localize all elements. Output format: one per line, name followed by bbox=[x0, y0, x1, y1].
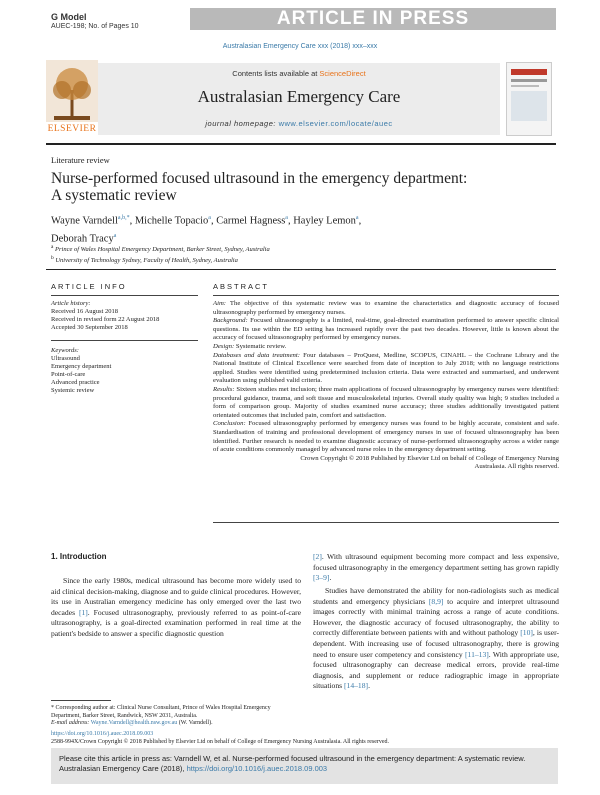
abstract-rule bbox=[213, 295, 559, 296]
elsevier-tree-logo bbox=[46, 60, 98, 134]
keyword: Emergency department bbox=[51, 363, 112, 370]
masthead-divider bbox=[46, 143, 556, 145]
doi-link[interactable]: https://doi.org/10.1016/j.auec.2018.09.003 bbox=[51, 731, 154, 737]
corresponding-author-note: * Corresponding author at: Clinical Nurse Consultant, Prince of Wales Hospital Emergency Department, Barker Street, Randwick, NSW 2031, Australia. bbox=[51, 705, 271, 719]
intro-paragraph-right-1: [2]. With ultrasound equipment becoming more compact and less expensive, focused ultrasonography in the emergency department setting has grown rapidly [3–9]. bbox=[313, 552, 559, 583]
citation-link[interactable]: [10] bbox=[520, 628, 533, 638]
citation-link[interactable]: [11–13] bbox=[465, 649, 489, 659]
author-name[interactable]: Wayne Varndell bbox=[51, 215, 118, 227]
affiliation: University of Technology Sydney, Faculty of Health, Sydney, Australia bbox=[55, 257, 238, 265]
abstract-copyright: Crown Copyright © 2018 Published by Elsevier Ltd on behalf of College of Emergency Nursing Australasia. All rights reserved. bbox=[300, 454, 559, 471]
history-accepted: Accepted 30 September 2018 bbox=[51, 324, 128, 331]
cite-doi-link[interactable]: https://doi.org/10.1016/j.auec.2018.09.003 bbox=[186, 764, 328, 773]
history-revised: Received in revised form 22 August 2018 bbox=[51, 316, 160, 323]
publisher-wordmark[interactable]: ELSEVIER bbox=[47, 124, 97, 134]
keywords: Keywords: Ultrasound Emergency department Point-of-care Advanced practice Systemic review bbox=[51, 347, 112, 394]
article-info-heading: ARTICLE INFO bbox=[51, 282, 127, 291]
contents-line: Contents lists available at ScienceDirect bbox=[232, 69, 366, 78]
gmodel-label: G Model bbox=[51, 12, 87, 22]
journal-homepage: journal homepage: www.elsevier.com/locate/auec bbox=[205, 119, 393, 128]
article-history: Article history: Received 16 August 2018 Received in revised form 22 August 2018 Accepted 30 September 2018 bbox=[51, 300, 160, 331]
affiliation-divider bbox=[46, 269, 556, 270]
abstract-heading: ABSTRACT bbox=[213, 282, 270, 291]
keyword: Advanced practice bbox=[51, 379, 100, 386]
citation-link[interactable]: [8,9] bbox=[428, 596, 444, 606]
keywords-rule bbox=[51, 340, 198, 341]
history-received: Received 16 August 2018 bbox=[51, 308, 118, 315]
article-in-press-banner: ARTICLE IN PRESS bbox=[190, 8, 556, 30]
affiliations: $^a$ Prince of Wales Hospital Emergency Department, Barker Street, Sydney, Australia $^b$ University of Technology Sydney, Faculty of Health, Sydney, Australia bbox=[51, 244, 270, 265]
citation-link[interactable]: [3–9] bbox=[313, 573, 330, 583]
keyword: Point-of-care bbox=[51, 371, 86, 378]
keyword: Ultrasound bbox=[51, 355, 80, 362]
keyword: Systemic review bbox=[51, 387, 95, 394]
intro-paragraph-right-2: Studies have demonstrated the ability for non-radiologists such as medical students and emergency physicians [8,9] to acquire and interpret ultrasound images correctly with minimal training across a range of acute conditions. However, the diagnostic accuracy of focused ultrasonography, the ability to correctly differentiate between patients with and without pathology [10], is user-dependent. With increasing use of focused ultrasonography, there is growing need to ensure user competency and consistency [11–13]. With appropriate use, focused ultrasonography can decrease medical errors, provide real-time diagnosis, and supplement or reduce radiographic image in appropriate situations [14–18]. bbox=[313, 586, 560, 691]
abstract-conclusion: Conclusion: Focused ultrasonography performed by emergency nurses was found to be highly accurate, consistent and safe. Standardisation of training and professional development of emergency nurses in use of focused ultrasonography has been identified. Further research is needed to examine diagnostic accuracy of nurse-performed ultrasonography across a wider range of acute conditions commonly managed by advanced nurse roles in the emergency department setting. bbox=[213, 420, 559, 454]
abstract-body bbox=[213, 300, 559, 472]
cite-this-article-text: Please cite this article in press as: Varndell W, et al. Nurse-performed focused ultrasound in the emergency department: A systematic review. Australasian Emergency Care (2018), https://doi.org/10.1016/j.auec.2018.09.003 bbox=[59, 754, 526, 773]
footnote-rule bbox=[51, 700, 111, 701]
citation-link[interactable]: [14–18] bbox=[344, 681, 369, 691]
abstract-aim: Aim: The objective of this systematic review was to examine the characteristics and diagnostic accuracy of focused ultrasonography performed by emergency nurses. bbox=[213, 300, 559, 316]
journal-homepage-link[interactable]: www.elsevier.com/locate/auec bbox=[278, 119, 393, 128]
author-list: Wayne Varndell$^{a,b,*}$, Michelle Topacio$^a$, Carmel Hagness$^a$, Hayley Lemon$^a$, Deborah Tracy$^a$ bbox=[51, 215, 362, 244]
email-note: E-mail address: Wayne.Varndell@health.nsw.gov.au (W. Varndell). bbox=[51, 720, 213, 726]
citation-link[interactable]: [1] bbox=[78, 607, 88, 617]
intro-paragraph-left: Since the early 1980s, medical ultrasound has become more widely used to aid clinical decision-making, diagnose and to guide clinical procedures. However, its use in Australian emergency medicine has only emerged over the last two decades [1]. Focused ultrasonography, previously referred to as point-of-care ultrasonography, is a goal-directed examination performed in real time at the patient's bedside to answer a specific diagnostic question bbox=[51, 576, 301, 638]
abstract-results: Results: Sixteen studies met inclusion; three main applications of focused ultrasonography by emergency nurses were identified: procedural guidance, trauma, and soft tissue and musculoskeletal injuries. Overall study quality was high; 9 studies included a form of comparison group. Majority of studies examined nurse accuracy; three studies additionally investigated patient orientated outcomes that included pain, comfort and satisfaction. bbox=[213, 385, 560, 419]
author-name[interactable]: Deborah Tracy bbox=[51, 233, 114, 244]
cite-this-article-box bbox=[51, 748, 558, 784]
section-heading-introduction: 1. Introduction bbox=[51, 552, 107, 561]
email-link[interactable]: Wayne.Varndell@health.nsw.gov.au bbox=[90, 720, 178, 726]
journal-cover-thumbnail[interactable] bbox=[506, 62, 552, 136]
author-name[interactable]: Michelle Topacio bbox=[134, 215, 209, 227]
article-code: AUEC-198; bbox=[51, 23, 87, 30]
abstract-design: Design: Systematic review. bbox=[213, 342, 287, 350]
article-info-rule bbox=[51, 295, 198, 296]
journal-masthead bbox=[98, 63, 500, 135]
sciencedirect-link[interactable]: ScienceDirect bbox=[319, 69, 366, 78]
journal-title: Australasian Emergency Care bbox=[197, 87, 401, 106]
journal-citation[interactable]: Australasian Emergency Care xxx (2018) xxx–xxx bbox=[222, 43, 378, 50]
running-header bbox=[51, 13, 139, 31]
article-type: Literature review bbox=[51, 155, 110, 165]
citation-link[interactable]: [2] bbox=[313, 552, 322, 561]
abstract-background: Background: Focused ultrasonography is a limited, real-time, goal-directed examination performed to answer specific clinical questions. Its use within the ED setting has increased rapidly over the past two decades. However, little is known about the accuracy of focused ultrasonography performed by emergency nurses. bbox=[213, 317, 560, 342]
page-count: No. of Pages 10 bbox=[88, 23, 139, 30]
affiliation: Prince of Wales Hospital Emergency Department, Barker Street, Sydney, Australia bbox=[55, 246, 270, 254]
issn-copyright: 2588-994X/Crown Copyright © 2018 Published by Elsevier Ltd on behalf of College of Emergency Nursing Australasia. All rights reserved. bbox=[51, 739, 390, 745]
abstract-end-rule bbox=[213, 522, 559, 523]
author-name[interactable]: Hayley Lemon bbox=[293, 215, 356, 227]
author-name[interactable]: Carmel Hagness bbox=[216, 215, 286, 227]
abstract-sources: Databases and data treatment: Four databases – ProQuest, Medline, SCOPUS, CINAHL – the Cochrane Library and the National Institute of Clinical Excellence were searched from date of inception to July 2018; with no language restrictions applied. Studies were identified using predetermined inclusion criteria. Data were extracted and summarised, and underwent evaluation using published valid criteria. bbox=[213, 351, 560, 385]
article-title: Nurse-performed focused ultrasound in the emergency department: A systematic review bbox=[51, 170, 468, 204]
